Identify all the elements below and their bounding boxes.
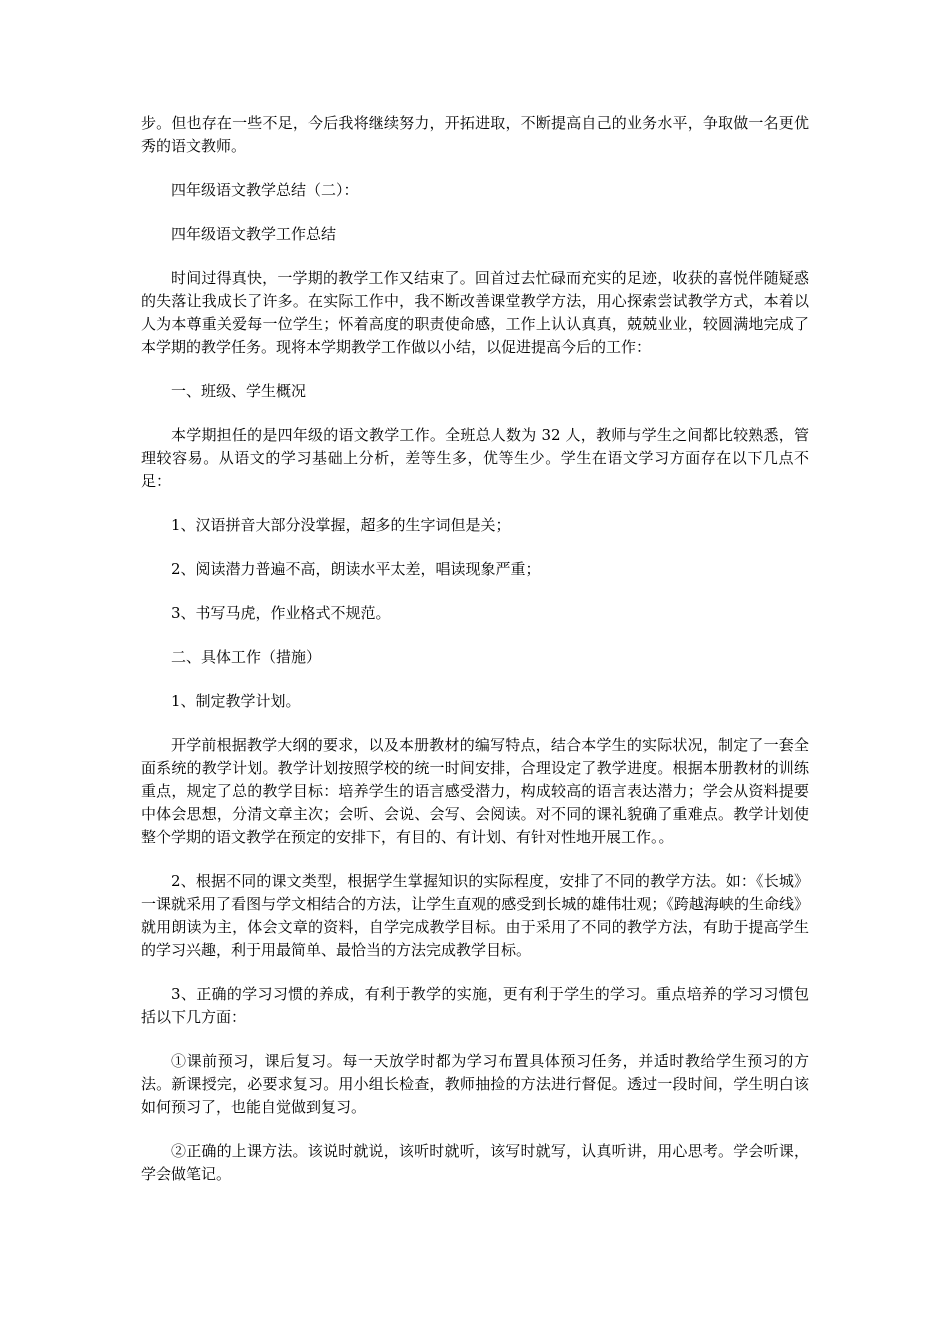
document-title: 四年级语文教学工作总结 bbox=[171, 225, 337, 243]
list-item: 3、书写马虎，作业格式不规范。 bbox=[171, 604, 391, 622]
paragraph-preview-review: ①课前预习，课后复习。每一天放学时都为学习布置具体预习任务，并适时教给学生预习的方法。新课授完，必要求复习。用小组长检查，教师抽捡的方法进行督促。透过一段时间，学生明白该如何预习了，也能自觉做到复习。 bbox=[141, 1052, 809, 1116]
list-item: 2、阅读潜力普遍不高，朗读水平太差，唱读现象严重； bbox=[171, 560, 541, 578]
paragraph-class-method: ②正确的上课方法。该说时就说，该听时就听，该写时就写，认真听讲，用心思考。学会听课，学会做笔记。 bbox=[141, 1142, 809, 1183]
paragraph-class-overview: 本学期担任的是四年级的语文教学工作。全班总人数为 32 人，教师与学生之间都比较熟悉，管理较容易。从语文的学习基础上分析，差等生多，优等生少。学生在语文学习方面存在以下几点不足： bbox=[141, 426, 809, 490]
paragraph-continuation: 步。但也存在一些不足，今后我将继续努力，开拓进取，不断提高自己的业务水平，争取做一名更优秀的语文教师。 bbox=[141, 114, 809, 155]
heading-measures: 二、具体工作（措施） bbox=[171, 648, 322, 666]
heading-class-overview: 一、班级、学生概况 bbox=[171, 382, 307, 400]
intro-paragraph: 时间过得真快，一学期的教学工作又结束了。回首过去忙碌而充实的足迹，收获的喜悦伴随疑惑的失落让我成长了许多。在实际工作中，我不断改善课堂教学方法，用心探索尝试教学方式，本着以人为本尊重关爱每一位学生；怀着高度的职责使命感，工作上认认真真，兢兢业业，较圆满地完成了本学期的教学任务。现将本学期教学工作做以小结，以促进提高今后的工作： bbox=[141, 269, 809, 356]
paragraph-habits: 3、正确的学习习惯的养成，有利于教学的实施，更有利于学生的学习。重点培养的学习习惯包括以下几方面： bbox=[141, 985, 809, 1026]
paragraph-methods: 2、根据不同的课文类型，根据学生掌握知识的实际程度，安排了不同的教学方法。如：《长城》一课就采用了看图与学文相结合的方法，让学生直观的感受到长城的雄伟壮观；《跨越海峡的生命线》就用朗读为主，体会文章的资料，自学完成教学目标。由于采用了不同的教学方法，有助于提高学生的学习兴趣，利于用最简单、最恰当的方法完成教学目标。 bbox=[141, 872, 809, 959]
section-title: 四年级语文教学总结（二）： bbox=[171, 181, 359, 199]
paragraph-plan: 开学前根据教学大纲的要求，以及本册教材的编写特点，结合本学生的实际状况，制定了一套全面系统的教学计划。教学计划按照学校的统一时间安排，合理设定了教学进度。根据本册教材的训练重点，规定了总的教学目标：培养学生的语言感受潜力，构成较高的语言表达潜力；学会从资料提要中体会思想，分清文章主次；会听、会说、会写、会阅读。对不同的课礼貌确了重难点。教学计划使整个学期的语文教学在预定的安排下，有目的、有计划、有针对性地开展工作。。 bbox=[141, 736, 809, 846]
document-page bbox=[141, 112, 809, 1207]
subheading-plan: 1、制定教学计划。 bbox=[171, 692, 301, 710]
list-item: 1、汉语拼音大部分没掌握，超多的生字词但是关； bbox=[171, 516, 511, 534]
